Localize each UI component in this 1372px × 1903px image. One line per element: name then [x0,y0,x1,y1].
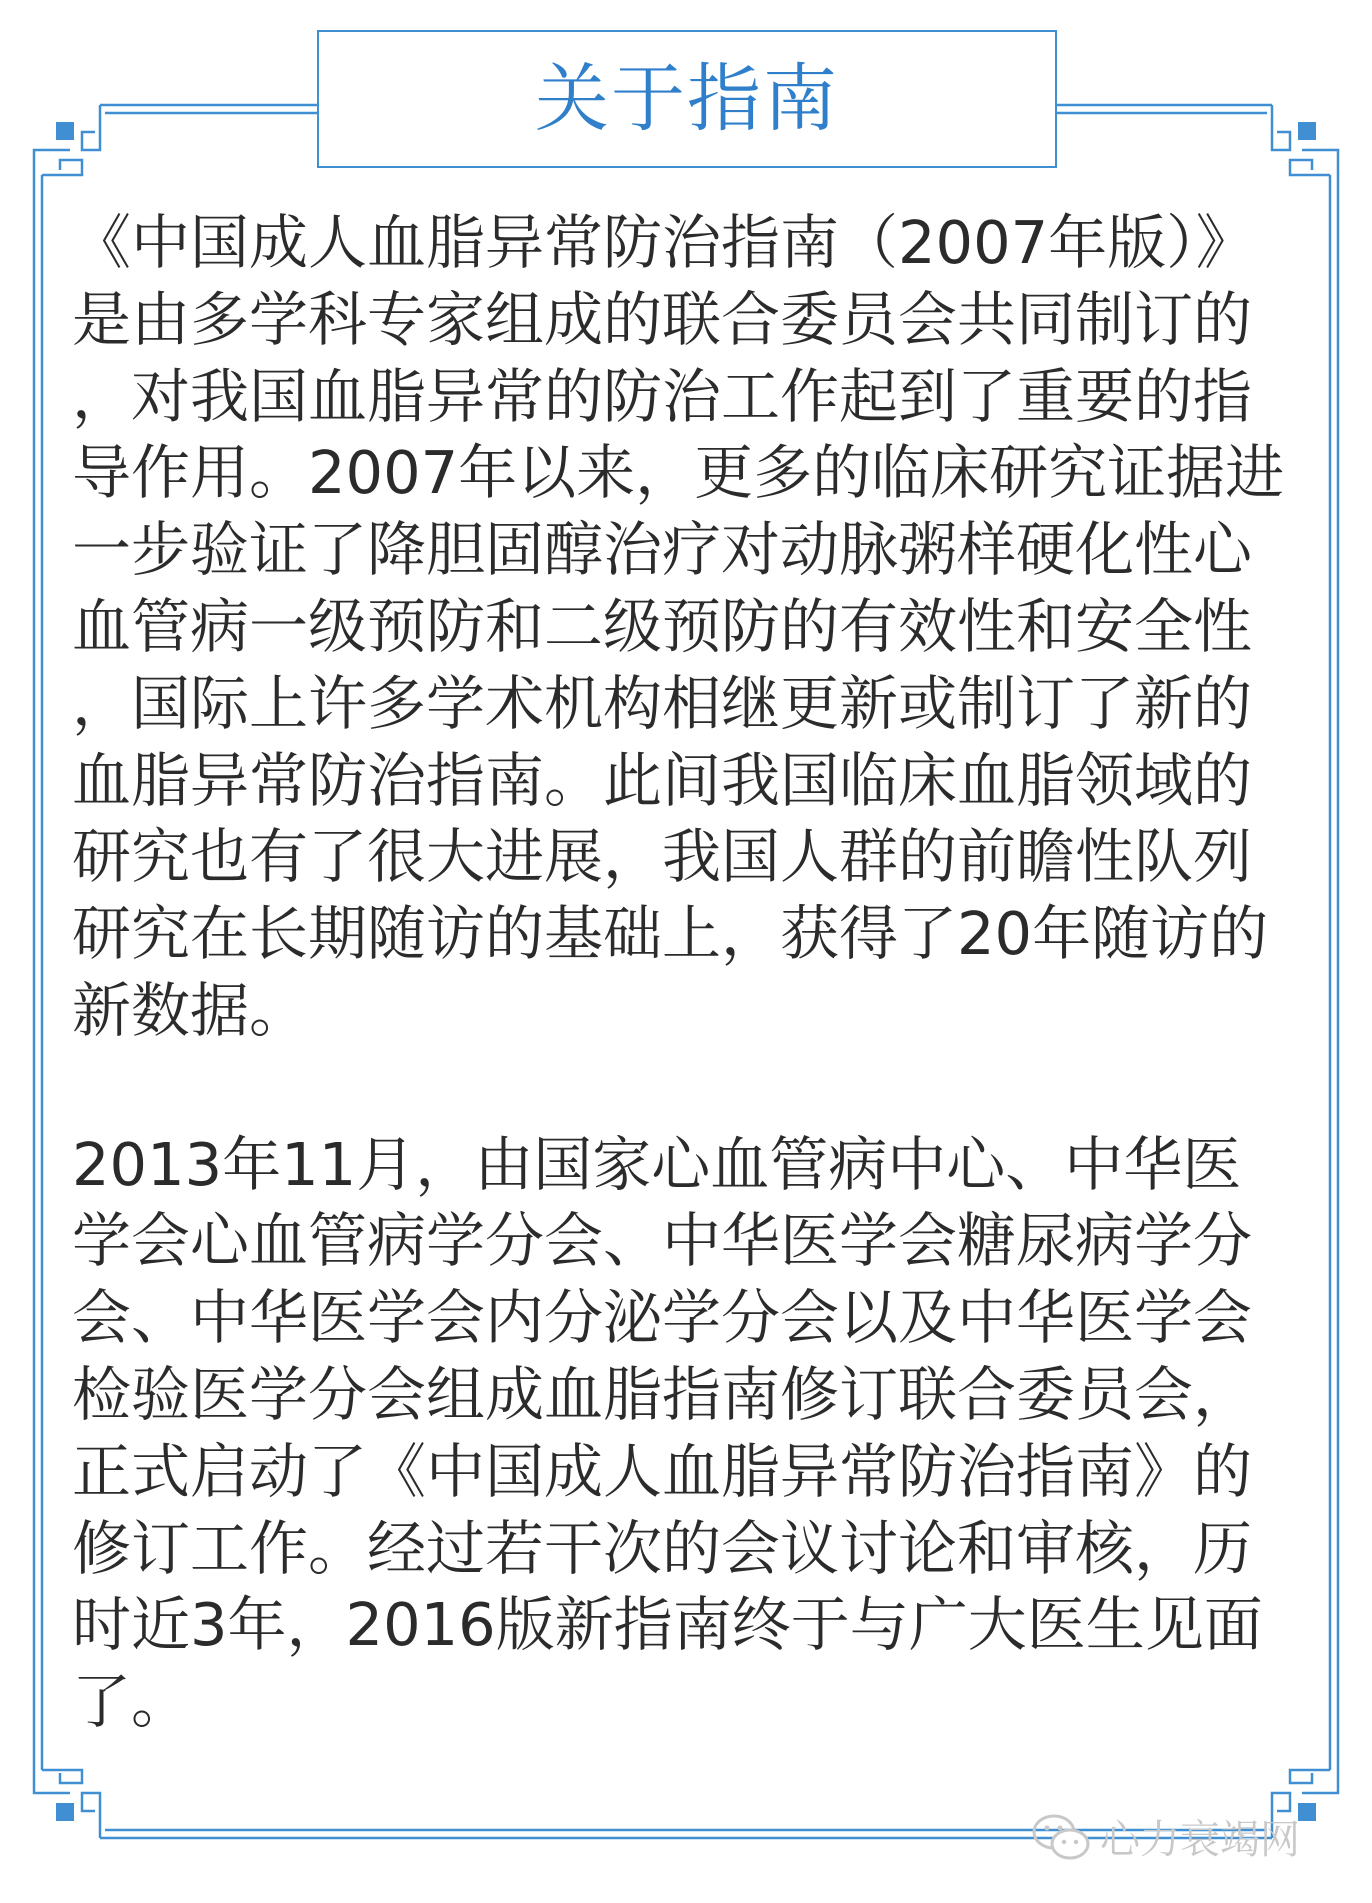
wechat-icon [1030,1812,1092,1862]
watermark [1030,1808,1300,1865]
paragraph-2: 2013年11月，由国家心血管病中心、中华医 学会心血管病学分会、中华医学会糖尿病学分 会、中华医学会内分泌学分会以及中华医学会 检验医学分会组成血脂指南修订联合委员会， 正式启动了《中国成人血脂异常防治指南》的 修订工作。经过若干次的会议讨论和审核，历 时近3年，2016版新指南终于与广大医生见面 了。 [72,1129,1263,1737]
watermark-text: 心力衰竭网 [1100,1817,1300,1863]
title-box [317,30,1057,168]
paragraph-1: 《中国成人血脂异常防治指南（2007年版）》 是由多学科专家组成的联合委员会共同制订的 ，对我国血脂异常的防治工作起到了重要的指 导作用。2007年以来，更多的临床研究证据进 一步验证了降胆固醇治疗对动脉粥样硬化性心 血管病一级预防和二级预防的有效性和安全性 ，国际上许多学术机构相继更新或制订了新的 血脂异常防治指南。此间我国临床血脂领域的 研究也有了很大进展，我国人群的前瞻性队列 研究在长期随访的基础上，获得了20年随访的 新数据。 [72,208,1285,1045]
content-body [72,205,1300,1741]
page-title: 关于指南 [535,56,839,142]
